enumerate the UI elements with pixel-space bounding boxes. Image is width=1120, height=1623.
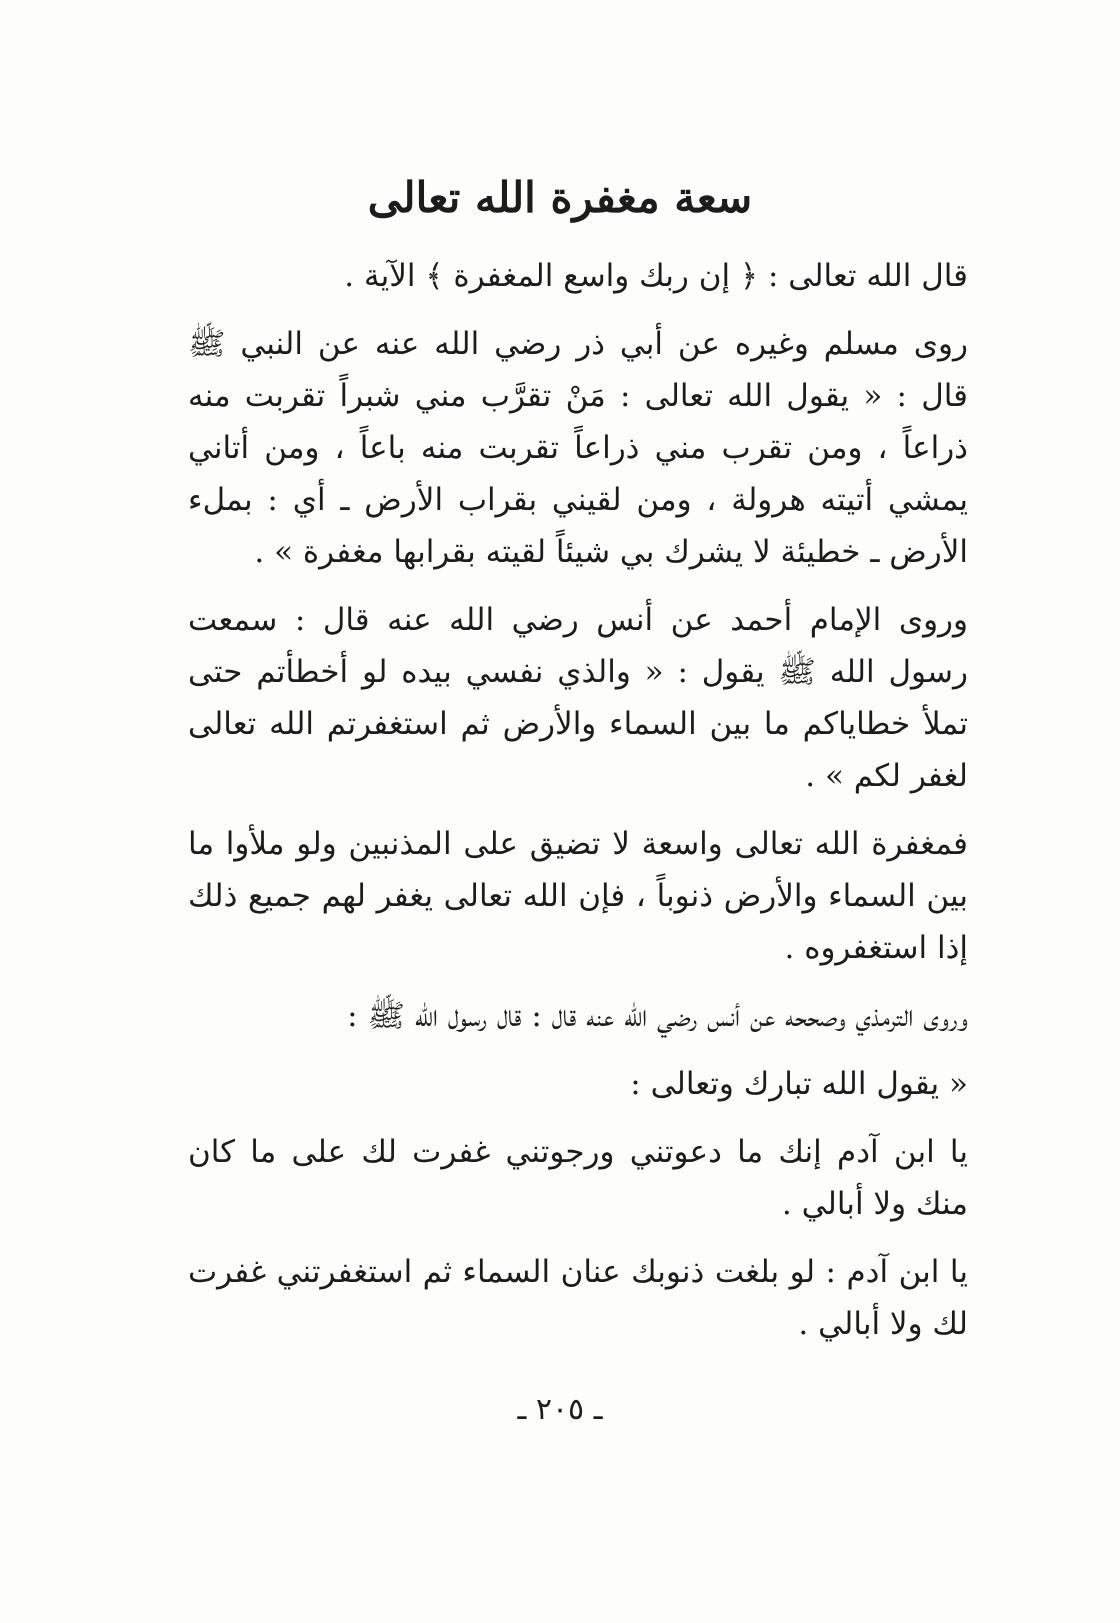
qudsi-second-call-paragraph: يا ابن آدم : لو بلغت ذنوبك عنان السماء ثم استغفرتني غفرت لك ولا أبالي . [188,1254,968,1342]
qudsi-first-call-paragraph: يا ابن آدم إنك ما دعوتني ورجوتني غفرت لك على ما كان منك ولا أبالي . [188,1134,968,1222]
commentary-paragraph: فمغفرة الله تعالى واسعة لا تضيق على المذنبين ولو ملأوا ما بين السماء والأرض ذنوباً ، فإن الله تعالى يغفر لهم جميع ذلك إذا استغفروه . [188,826,968,966]
hadith-muslim-paragraph: روى مسلم وغيره عن أبي ذر رضي الله عنه عن النبي ﷺ قال : « يقول الله تعالى : مَنْ تقرَّب مني شبراً تقربت منه ذراعاً ، ومن تقرب مني ذراعاً تقربت منه باعاً ، ومن أتاني يمشي أتيته هرولة ، ومن لقيني بقراب الأرض ـ أي : بملء الأرض ـ خطيئة لا يشرك بي شيئاً لقيته بقرابها مغفرة » . [188,326,968,570]
page-number: ـ ٢٠٥ ـ [517,1392,603,1427]
hadith-ahmad-paragraph: وروى الإمام أحمد عن أنس رضي الله عنه قال : سمعت رسول الله ﷺ يقول : « والذي نفسي بيده لو أخطأتم حتى تملأ خطاياكم ما بين السماء والأرض ثم استغفرتم الله تعالى لغفر لكم » . [188,602,968,794]
chapter-title: سعة مغفرة الله تعالى [367,173,753,222]
page-body [188,250,968,1366]
hadith-tirmidhi-paragraph: وروى الترمذي وصححه عن أنس رضي الله عنه قال : قال رسول الله ﷺ : [347,998,968,1034]
quran-verse-paragraph: قال الله تعالى : ﴿ إن ربك واسع المغفرة ﴾ الآية . [344,258,968,294]
qudsi-intro-paragraph: « يقول الله تبارك وتعالى : [630,1066,968,1102]
